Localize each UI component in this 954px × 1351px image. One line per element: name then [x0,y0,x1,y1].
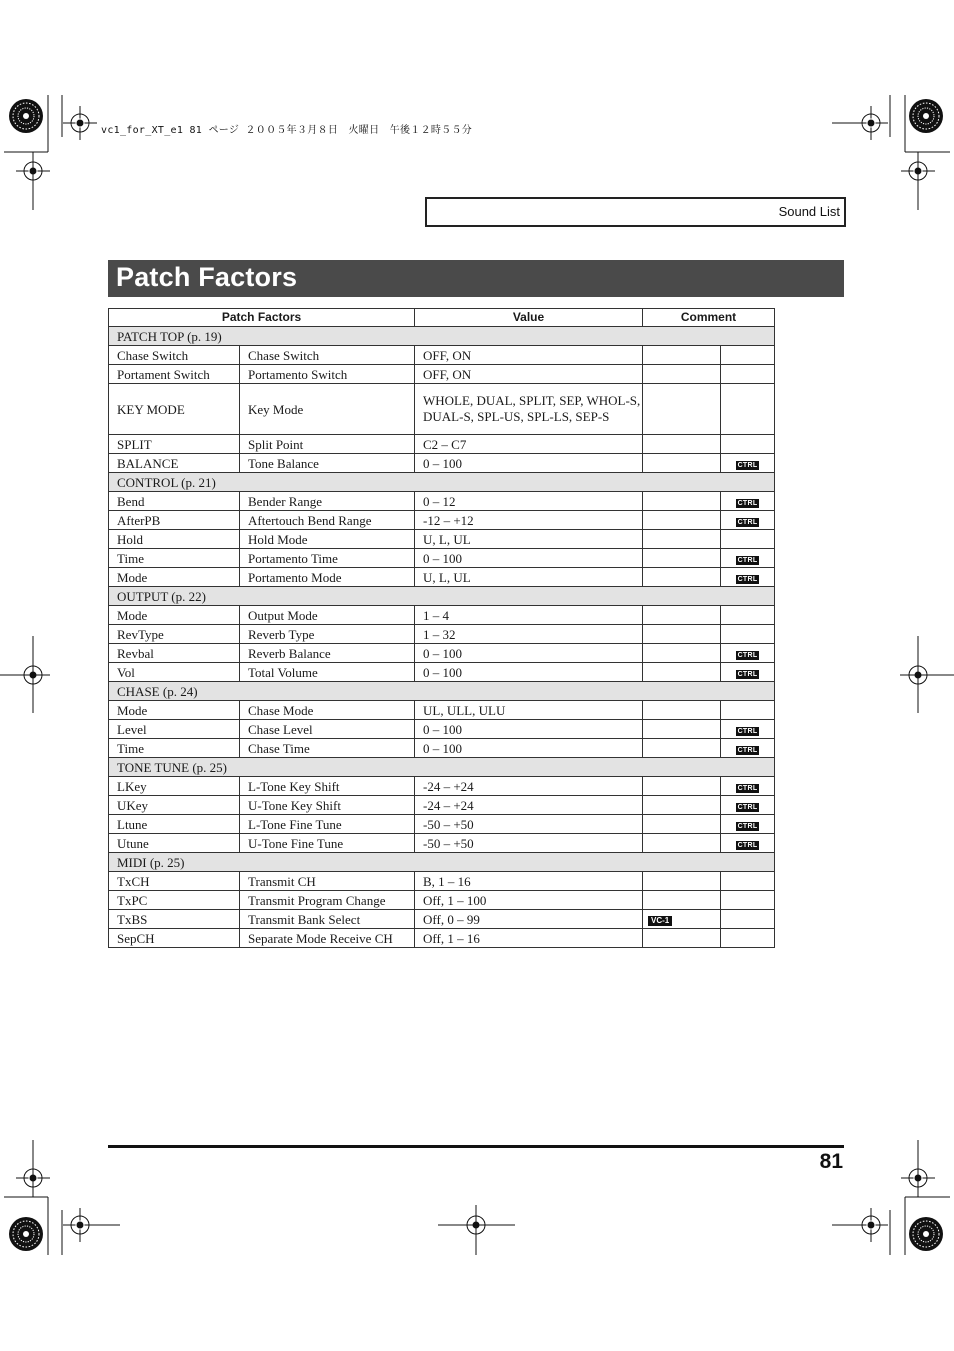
parameter-name: Chase Level [240,720,415,739]
parameter-value: -24 – +24 [415,777,643,796]
comment-flag [643,384,721,435]
parameter-name: Portamento Switch [240,365,415,384]
parameter-abbrev: Portament Switch [109,365,240,384]
parameter-name: Reverb Type [240,625,415,644]
parameter-abbrev: Mode [109,701,240,720]
parameter-value: 0 – 100 [415,739,643,758]
ctrl-flag [721,815,775,834]
ctrl-flag [721,384,775,435]
ctrl-flag [721,492,775,511]
parameter-name: Portamento Mode [240,568,415,587]
section-header-box [425,197,846,227]
comment-flag [643,834,721,853]
table-row [109,796,775,815]
print-slug: vc1_for_XT_e1 81 ページ ２００５年３月８日 火曜日 午後１２時５５分 [101,125,473,136]
comment-flag [643,606,721,625]
parameter-value: -50 – +50 [415,834,643,853]
parameter-abbrev: Ltune [109,815,240,834]
parameter-name: Transmit Bank Select [240,910,415,929]
section-row [109,473,775,492]
ctrl-flag [721,891,775,910]
parameter-name: Chase Time [240,739,415,758]
table-row [109,739,775,758]
section-row [109,758,775,777]
parameter-name: Chase Switch [240,346,415,365]
parameter-value: Off, 1 – 100 [415,891,643,910]
comment-flag [643,346,721,365]
parameter-value: 0 – 100 [415,663,643,682]
ctrl-badge: CTRL [737,671,758,678]
comment-flag [643,777,721,796]
comment-flag [643,891,721,910]
parameter-abbrev: Time [109,549,240,568]
ctrl-badge: CTRL [737,652,758,659]
parameter-value: 0 – 100 [415,549,643,568]
parameter-value: WHOLE, DUAL, SPLIT, SEP, WHOL-S, DUAL-S, SPL-US, SPL-LS, SEP-S [415,384,643,435]
ctrl-flag [721,568,775,587]
comment-flag [643,910,721,929]
ctrl-flag [721,435,775,454]
ctrl-badge: CTRL [737,557,758,564]
table-row [109,435,775,454]
parameter-name: Transmit Program Change [240,891,415,910]
comment-flag [643,454,721,473]
parameter-abbrev: SepCH [109,929,240,948]
table-row [109,568,775,587]
ctrl-flag [721,606,775,625]
comment-flag [643,663,721,682]
parameter-abbrev: SPLIT [109,435,240,454]
comment-flag [643,720,721,739]
section-title: MIDI (p. 25) [109,853,775,872]
comment-flag [643,435,721,454]
parameter-value: OFF, ON [415,365,643,384]
comment-flag [643,739,721,758]
table-row [109,365,775,384]
parameter-name: Chase Mode [240,701,415,720]
parameter-value: C2 – C7 [415,435,643,454]
parameter-abbrev: Mode [109,606,240,625]
ctrl-badge: CTRL [737,728,758,735]
ctrl-badge: CTRL [737,823,758,830]
comment-flag [643,549,721,568]
page-number: 81 [819,1150,843,1173]
patch-factors-table [108,308,775,948]
parameter-abbrev: TxBS [109,910,240,929]
parameter-value: OFF, ON [415,346,643,365]
table-row [109,872,775,891]
section-row [109,327,775,346]
table-row [109,777,775,796]
parameter-abbrev: UKey [109,796,240,815]
parameter-abbrev: Revbal [109,644,240,663]
comment-flag [643,365,721,384]
ctrl-flag [721,910,775,929]
comment-flag [643,568,721,587]
parameter-value: 0 – 100 [415,644,643,663]
parameter-value: UL, ULL, ULU [415,701,643,720]
comment-flag [643,625,721,644]
ctrl-flag [721,739,775,758]
table-row [109,530,775,549]
parameter-value: 0 – 100 [415,454,643,473]
table-row [109,384,775,435]
ctrl-flag [721,777,775,796]
parameter-abbrev: Chase Switch [109,346,240,365]
parameter-abbrev: TxCH [109,872,240,891]
parameter-value: 0 – 12 [415,492,643,511]
parameter-abbrev: BALANCE [109,454,240,473]
parameter-name: Transmit CH [240,872,415,891]
ctrl-flag [721,701,775,720]
parameter-abbrev: Vol [109,663,240,682]
section-title: OUTPUT (p. 22) [109,587,775,606]
ctrl-flag [721,720,775,739]
parameter-abbrev: LKey [109,777,240,796]
parameter-name: Total Volume [240,663,415,682]
ctrl-badge: CTRL [737,842,758,849]
comment-flag [643,530,721,549]
title-bar [108,260,844,297]
table-row [109,346,775,365]
section-title: CONTROL (p. 21) [109,473,775,492]
table-row [109,834,775,853]
parameter-value: B, 1 – 16 [415,872,643,891]
table-row [109,454,775,473]
parameter-abbrev: Level [109,720,240,739]
footer-rule [108,1145,844,1148]
ctrl-flag [721,346,775,365]
page-title: Patch Factors [116,262,298,292]
parameter-value: -50 – +50 [415,815,643,834]
ctrl-badge: CTRL [737,747,758,754]
section-label: Sound List [778,204,840,219]
parameter-value: -24 – +24 [415,796,643,815]
ctrl-badge: CTRL [737,519,758,526]
ctrl-badge: CTRL [737,576,758,583]
ctrl-flag [721,530,775,549]
parameter-abbrev: TxPC [109,891,240,910]
parameter-name: Tone Balance [240,454,415,473]
parameter-name: L-Tone Fine Tune [240,815,415,834]
table-row [109,815,775,834]
parameter-name: L-Tone Key Shift [240,777,415,796]
comment-flag [643,492,721,511]
column-header-value: Value [415,309,643,327]
table-row [109,929,775,948]
table-row [109,701,775,720]
table-row [109,910,775,929]
parameter-name: U-Tone Fine Tune [240,834,415,853]
parameter-abbrev: Bend [109,492,240,511]
section-row [109,853,775,872]
parameter-name: Bender Range [240,492,415,511]
parameter-value: U, L, UL [415,568,643,587]
parameter-value: 1 – 32 [415,625,643,644]
column-header-comment: Comment [643,309,775,327]
ctrl-flag [721,511,775,530]
parameter-name: Separate Mode Receive CH [240,929,415,948]
parameter-abbrev: Time [109,739,240,758]
ctrl-badge: CTRL [737,804,758,811]
table-row [109,549,775,568]
table-row [109,663,775,682]
ctrl-flag [721,663,775,682]
comment-flag [643,511,721,530]
ctrl-badge: CTRL [737,785,758,792]
ctrl-flag [721,549,775,568]
parameter-abbrev: RevType [109,625,240,644]
ctrl-badge: CTRL [737,462,758,469]
section-title: PATCH TOP (p. 19) [109,327,775,346]
parameter-abbrev: AfterPB [109,511,240,530]
comment-flag [643,872,721,891]
parameter-name: Reverb Balance [240,644,415,663]
parameter-abbrev: Utune [109,834,240,853]
table-row [109,492,775,511]
table-row [109,511,775,530]
table-row [109,625,775,644]
comment-flag [643,815,721,834]
ctrl-flag [721,644,775,663]
parameter-name: Key Mode [240,384,415,435]
table-body [109,327,775,948]
parameter-abbrev: KEY MODE [109,384,240,435]
parameter-abbrev: Hold [109,530,240,549]
ctrl-flag [721,454,775,473]
ctrl-badge: CTRL [737,500,758,507]
parameter-value: Off, 0 – 99 [415,910,643,929]
ctrl-flag [721,625,775,644]
ctrl-flag [721,834,775,853]
parameter-name: U-Tone Key Shift [240,796,415,815]
ctrl-flag [721,365,775,384]
section-title: CHASE (p. 24) [109,682,775,701]
table-row [109,891,775,910]
parameter-value: 0 – 100 [415,720,643,739]
column-header-patch-factors: Patch Factors [109,309,415,327]
comment-flag [643,644,721,663]
parameter-name: Split Point [240,435,415,454]
ctrl-flag [721,929,775,948]
vc1-badge: VC-1 [648,916,672,926]
section-title: TONE TUNE (p. 25) [109,758,775,777]
ctrl-flag [721,796,775,815]
parameter-name: Portamento Time [240,549,415,568]
comment-flag [643,929,721,948]
parameter-abbrev: Mode [109,568,240,587]
section-row [109,682,775,701]
table-header-row [109,309,775,327]
parameter-name: Aftertouch Bend Range [240,511,415,530]
parameter-value: 1 – 4 [415,606,643,625]
parameter-value: -12 – +12 [415,511,643,530]
parameter-value: Off, 1 – 16 [415,929,643,948]
parameter-name: Hold Mode [240,530,415,549]
comment-flag [643,701,721,720]
parameter-value: U, L, UL [415,530,643,549]
table-row [109,720,775,739]
comment-flag [643,796,721,815]
ctrl-flag [721,872,775,891]
table-row [109,644,775,663]
table-row [109,606,775,625]
parameter-name: Output Mode [240,606,415,625]
section-row [109,587,775,606]
